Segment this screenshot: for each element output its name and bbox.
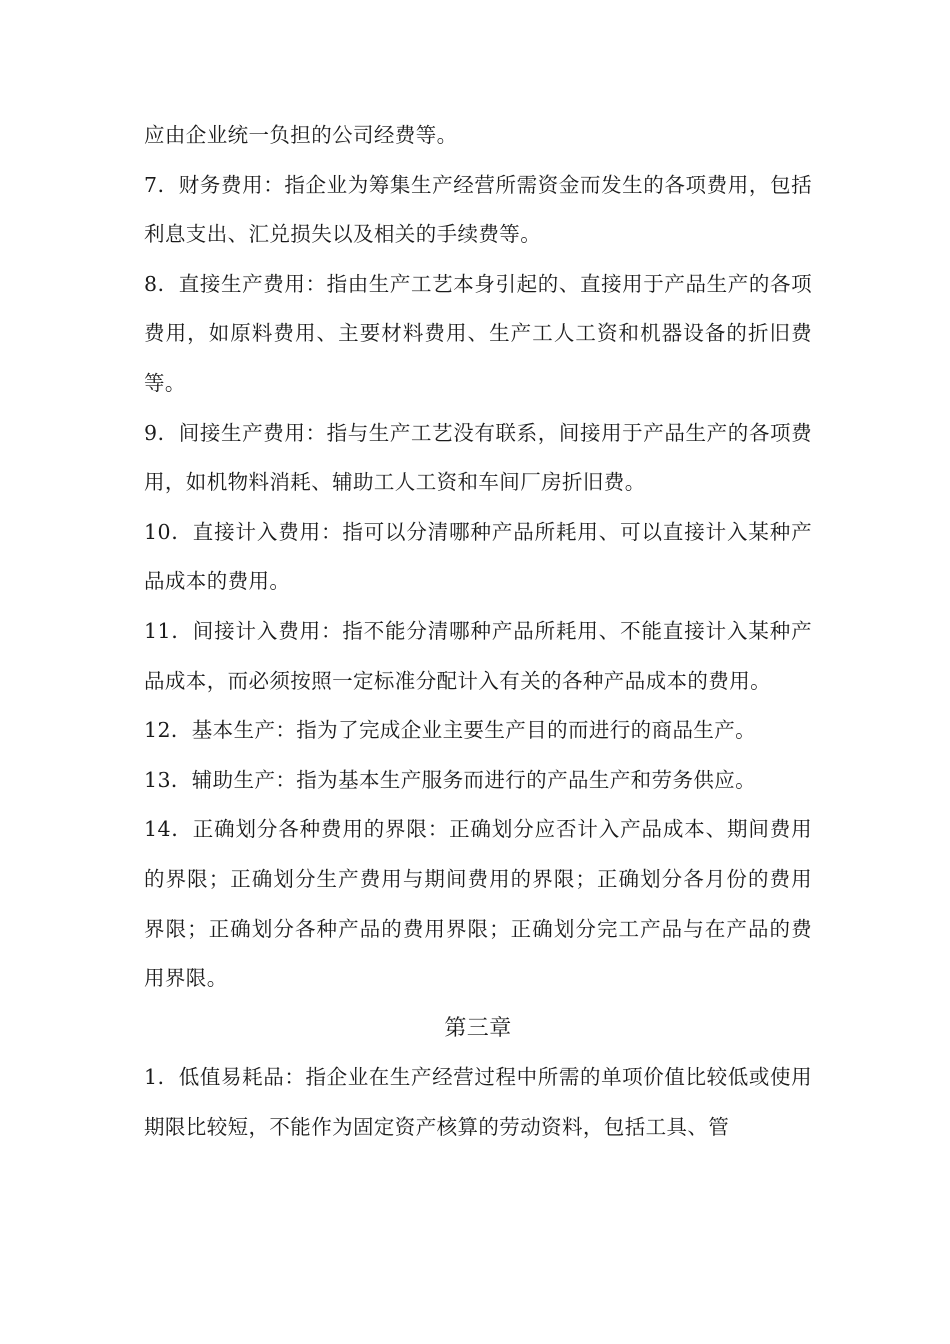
document-body (144, 111, 812, 1152)
paragraph-item-10: 10．直接计入费用：指可以分清哪种产品所耗用、可以直接计入某种产品成本的费用。 (144, 519, 812, 594)
paragraph-chapter3-item-1: 1．低值易耗品：指企业在生产经营过程中所需的单项价值比较低或使用期限比较短，不能作为固定资产核算的劳动资料，包括工具、管 (144, 1065, 812, 1139)
paragraph-continuation: 应由企业统一负担的公司经费等。 (144, 123, 458, 147)
paragraph-item-7: 7．财务费用：指企业为筹集生产经营所需资金而发生的各项费用，包括利息支出、汇兑损失以及相关的手续费等。 (144, 172, 812, 247)
paragraph-item-8: 8．直接生产费用：指由生产工艺本身引起的、直接用于产品生产的各项费用，如原料费用、主要材料费用、生产工人工资和机器设备的折旧费等。 (144, 271, 812, 395)
chapter-heading: 第三章 (444, 1015, 512, 1041)
paragraph-item-11: 11．间接计入费用：指不能分清哪种产品所耗用、不能直接计入某种产品成本，而必须按照一定标准分配计入有关的各种产品成本的费用。 (144, 618, 812, 693)
paragraph-item-9: 9．间接生产费用：指与生产工艺没有联系，间接用于产品生产的各项费用，如机物料消耗、辅助工人工资和车间厂房折旧费。 (144, 420, 812, 495)
paragraph-item-12: 12．基本生产：指为了完成企业主要生产目的而进行的商品生产。 (144, 718, 757, 743)
paragraph-item-14: 14．正确划分各种费用的界限：正确划分应否计入产品成本、期间费用的界限；正确划分生产费用与期间费用的界限；正确划分各月份的费用界限；正确划分各种产品的费用界限；正确划分完工产品与在产品的费用界限。 (144, 817, 812, 991)
paragraph-item-13: 13．辅助生产：指为基本生产服务而进行的产品生产和劳务供应。 (144, 767, 757, 792)
